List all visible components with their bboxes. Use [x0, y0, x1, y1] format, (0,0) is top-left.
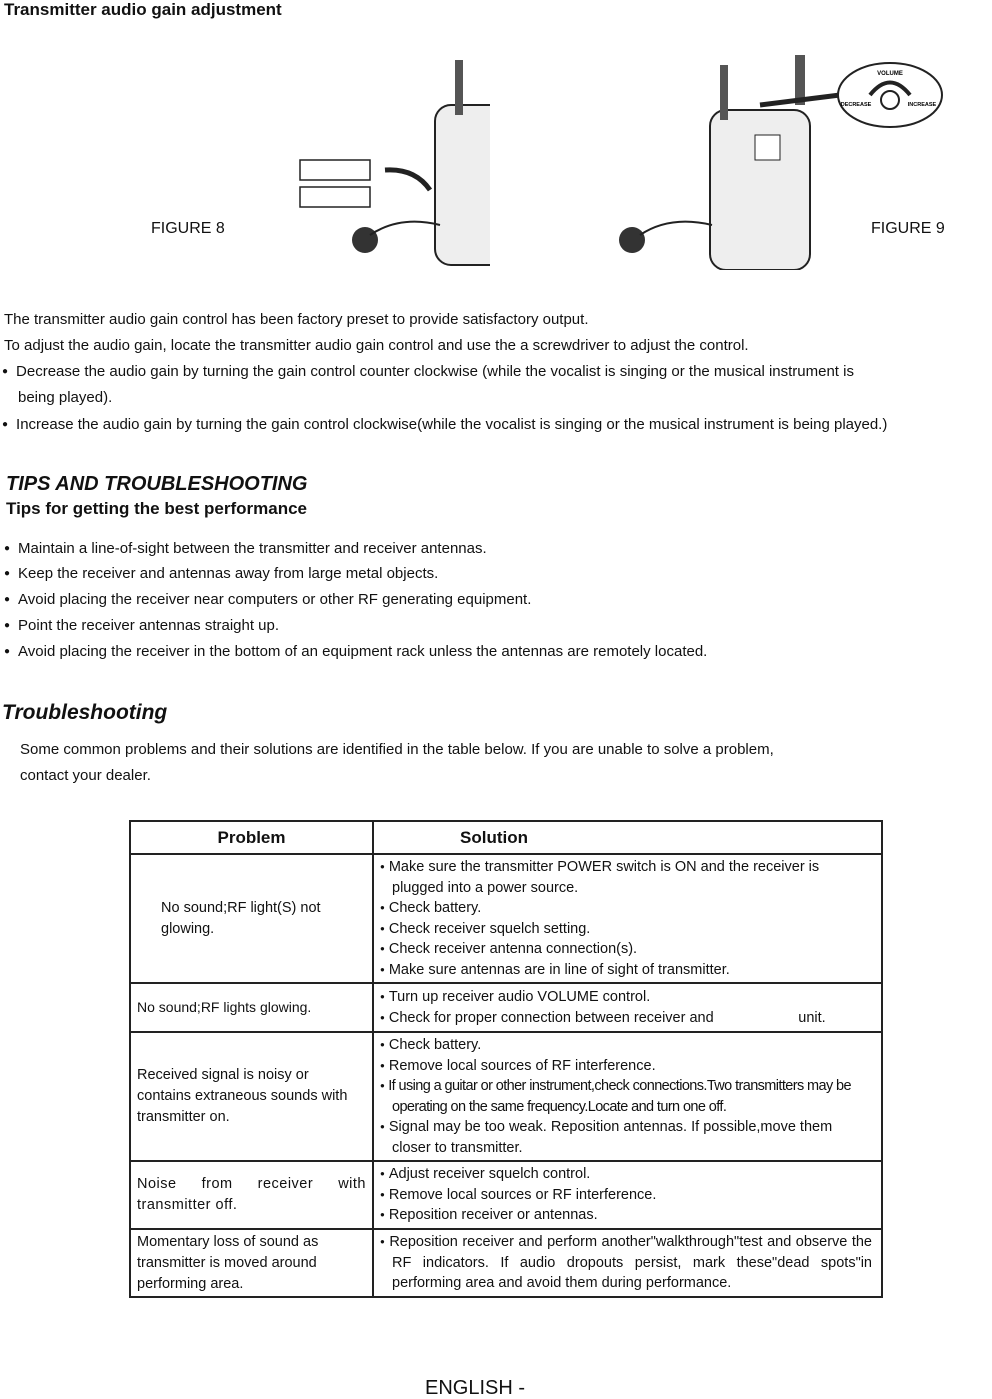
solution-item: ● If using a guitar or other instrument,check connections.Two transmitters may be operating on the same frequency.Locate and turn one off. [380, 1076, 872, 1117]
solution-item: ● Make sure antennas are in line of sight of transmitter. [380, 960, 875, 981]
problem-cell: Received signal is noisy or contains extraneous sounds with transmitter on. [130, 1032, 373, 1161]
table-row [130, 854, 882, 983]
solution-cell [373, 1229, 882, 1297]
figure-9-illustration [600, 50, 945, 270]
section-title: Transmitter audio gain adjustment [4, 0, 282, 19]
solution-item: ● Check receiver squelch setting. [380, 919, 875, 940]
troubleshooting-intro: contact your dealer. [20, 767, 151, 784]
knob-increase-label: INCREASE [907, 102, 937, 108]
problem-cell: Momentary loss of sound as transmitter is moved around performing area. [130, 1229, 373, 1297]
problem-cell: No sound;RF light(S) not glowing. [130, 854, 373, 983]
intro-line: To adjust the audio gain, locate the transmitter audio gain control and use the a screwdriver to adjust the control. [4, 337, 749, 354]
gain-bullet: ● Increase the audio gain by turning the gain control clockwise(while the vocalist is singing or the musical instrument is being played.) [2, 416, 887, 433]
troubleshooting-heading: Troubleshooting [2, 701, 168, 724]
solution-item: ● Remove local sources or RF interference. [380, 1185, 875, 1206]
header-solution: Solution [373, 821, 882, 854]
solution-item: ● Check receiver antenna connection(s). [380, 939, 875, 960]
figure-9-label: FIGURE 9 [871, 220, 945, 237]
solution-cell [373, 1032, 882, 1161]
table-header-row [130, 821, 882, 854]
solution-item: ● Reposition receiver or antennas. [380, 1205, 875, 1226]
solution-item: ● Signal may be too weak. Reposition antennas. If possible,move them closer to transmitter. [380, 1117, 872, 1158]
table-row [130, 1229, 882, 1297]
figure-8-label: FIGURE 8 [151, 220, 225, 237]
intro-line: The transmitter audio gain control has been factory preset to provide satisfactory output. [4, 311, 589, 328]
solution-item: ● Check for proper connection between receiver and unit. [380, 1008, 875, 1029]
tip-item: ● Maintain a line-of-sight between the transmitter and receiver antennas. [4, 540, 487, 557]
tip-item: ● Avoid placing the receiver near computers or other RF generating equipment. [4, 591, 531, 608]
solution-item: ● Remove local sources of RF interference. [380, 1056, 875, 1077]
tip-item: ● Keep the receiver and antennas away from large metal objects. [4, 565, 438, 582]
figure-8-illustration [290, 50, 490, 270]
table-row [130, 1161, 882, 1229]
knob-decrease-label: DECREASE [840, 102, 872, 108]
solution-item: ● Adjust receiver squelch control. [380, 1164, 875, 1185]
solution-cell [373, 854, 882, 983]
tip-item: ● Point the receiver antennas straight up. [4, 617, 279, 634]
header-problem: Problem [130, 821, 373, 854]
solution-item: ● Make sure the transmitter POWER switch is ON and the receiver is plugged into a power source. [380, 857, 832, 898]
tip-item: ● Avoid placing the receiver in the bottom of an equipment rack unless the antennas are remotely located. [4, 643, 707, 660]
troubleshooting-intro: Some common problems and their solutions are identified in the table below. If you are unable to solve a problem, [20, 741, 774, 758]
tips-subheading: Tips for getting the best performance [6, 499, 308, 518]
problem-cell: No sound;RF lights glowing. [130, 983, 373, 1032]
solution-cell [373, 983, 882, 1032]
gain-bullet-cont: being played). [18, 389, 113, 406]
tips-heading: TIPS AND TROUBLESHOOTING [6, 473, 308, 495]
problem-cell: Noise from receiver with transmitter off. [130, 1161, 373, 1229]
table-row [130, 1032, 882, 1161]
solution-item: ● Turn up receiver audio VOLUME control. [380, 987, 875, 1008]
solution-cell [373, 1161, 882, 1229]
solution-item: ● Reposition receiver and perform another"walkthrough"test and observe the RF indicators. If audio dropouts persist, mark these"dead spots"in performing area and avoid them during performance. [380, 1232, 872, 1294]
solution-item: ● Check battery. [380, 898, 875, 919]
gain-bullet: ● Decrease the audio gain by turning the gain control counter clockwise (while the vocalist is singing or the musical instrument is [2, 363, 854, 380]
knob-volume-label: VOLUME [877, 71, 903, 77]
solution-item: ● Check battery. [380, 1035, 875, 1056]
page-footer: ENGLISH - [425, 1377, 526, 1399]
troubleshooting-table [129, 820, 883, 1298]
table-row [130, 983, 882, 1032]
